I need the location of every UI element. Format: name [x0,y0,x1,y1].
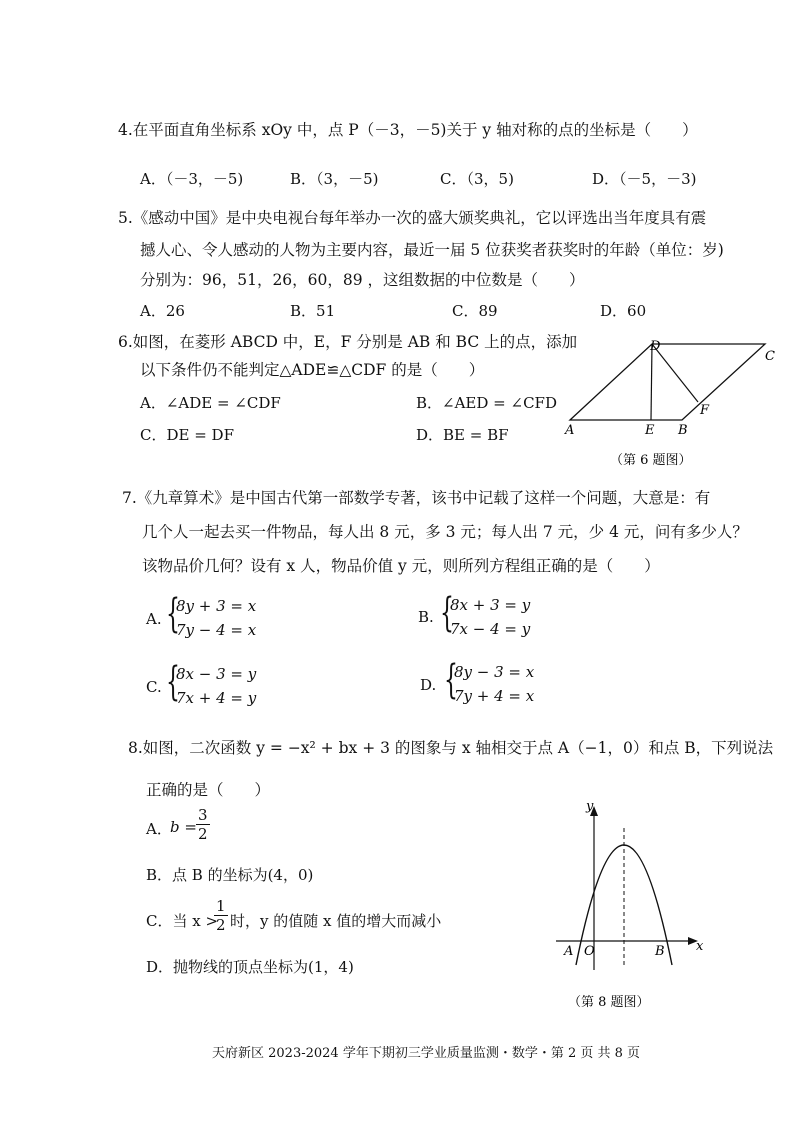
brace-icon: { [444,657,458,703]
label-x: x [696,939,704,954]
rhombus-abcd [570,344,765,420]
q7-line-3: 该物品价几何？设有 x 人，物品价值 y 元，则所列方程组正确的是（ ） [142,557,660,575]
q8-a-denominator: 2 [198,825,208,843]
q7-option-b-label: B. [418,608,434,626]
brace-icon: { [440,590,454,636]
q5-option-b[interactable]: B．51 [290,302,336,320]
q5-line-1: 5.《感动中国》是中央电视台每年举办一次的盛大颁奖典礼，它以评选出当年度具有震 [118,209,707,227]
q7-b-eq-1: 8x + 3 = y [450,596,531,614]
q7-line-1: 7.《九章算术》是中国古代第一部数学专著，该书中记载了这样一个问题，大意是：有 [122,489,711,507]
q7-line-2: 几个人一起去买一件物品，每人出 8 元，多 3 元；每人出 7 元，少 4 元，问有多少人？ [142,523,748,541]
label-b: B [655,944,665,959]
q5-line-2: 撼人心、令人感动的人物为主要内容，最近一届 5 位获奖者获奖时的年龄（单位：岁) [140,241,724,259]
q8-line-1: 8.如图，二次函数 y = −x² + bx + 3 的图象与 x 轴相交于点 A（−1，0）和点 B，下列说法 [128,739,774,757]
parabola-figure [548,800,728,1020]
rhombus-figure [560,336,780,468]
q5-option-c[interactable]: C．89 [452,302,498,320]
q4-option-b[interactable]: B．（3，－5) [290,170,379,188]
q8-option-a-prefix: A． [146,820,172,838]
q7-b-eq-2: 7x − 4 = y [450,620,531,638]
q7-option-a-label: A. [146,610,162,628]
label-c: C [765,349,775,364]
label-a: A [565,423,575,438]
q8-option-c-suffix: 时，y 的值随 x 值的增大而减小 [230,912,442,930]
q5-option-d[interactable]: D．60 [600,302,647,320]
q7-d-eq-1: 8y − 3 = x [454,663,535,681]
q8-c-denominator: 2 [216,916,226,934]
label-b: B [678,423,688,438]
brace-icon: { [166,591,180,637]
q6-line-2: 以下条件仍不能判定△ADE≌△CDF 的是（ ） [140,361,485,379]
q8-line-2: 正确的是（ ） [146,781,271,799]
q4-option-a[interactable]: A．（－3，－5) [140,170,244,188]
q7-d-eq-2: 7y + 4 = x [454,687,535,705]
q8-a-numerator: 3 [198,806,208,824]
label-a: A [564,944,574,959]
fig8-caption: （第 8 题图） [568,995,650,1010]
q5-option-a[interactable]: A．26 [140,302,185,320]
label-e: E [645,423,655,438]
q6-line-1: 6.如图，在菱形 ABCD 中，E，F 分别是 AB 和 BC 上的点，添加 [118,333,578,351]
q7-c-eq-2: 7x + 4 = y [176,689,257,707]
q4-option-d[interactable]: D．（－5，－3) [592,170,697,188]
q7-c-eq-1: 8x − 3 = y [176,665,257,683]
q8-a-fraction [196,806,210,843]
q8-option-d[interactable]: D．抛物线的顶点坐标为(1，4) [146,958,354,976]
label-f: F [700,403,710,418]
brace-icon: { [166,659,180,705]
q8-option-a-var: b = [170,818,197,836]
label-o: O [584,944,595,959]
page-footer: 天府新区 2023-2024 学年下期初三学业质量监测・数学・第 2 页 共 8 页 [212,1046,641,1061]
segment-de [651,344,652,420]
q7-a-eq-1: 8y + 3 = x [176,597,257,615]
q7-a-eq-2: 7y − 4 = x [176,621,257,639]
q8-option-b[interactable]: B．点 B 的坐标为(4，0) [146,866,314,884]
q8-c-numerator: 1 [216,897,226,915]
label-y: y [586,800,594,814]
q8-option-c-prefix: C．当 x > [146,912,219,930]
q4-stem: 4.在平面直角坐标系 xOy 中，点 P（－3，－5)关于 y 轴对称的点的坐标是（ ） [118,121,698,139]
q7-option-d-label: D. [420,676,437,694]
q8-c-fraction [214,897,228,934]
q6-option-b[interactable]: B．∠AED = ∠CFD [416,394,557,412]
label-d: D [650,339,661,354]
q7-option-c-label: C. [146,678,162,696]
fig6-caption: （第 6 题图） [610,453,692,468]
q6-option-a[interactable]: A．∠ADE = ∠CDF [140,394,281,412]
q6-option-d[interactable]: D．BE = BF [416,426,509,444]
q6-option-c[interactable]: C．DE = DF [140,426,234,444]
q4-option-c[interactable]: C．（3，5) [440,170,514,188]
q5-line-3: 分别为：96，51，26，60，89 ，这组数据的中位数是（ ） [140,271,585,289]
